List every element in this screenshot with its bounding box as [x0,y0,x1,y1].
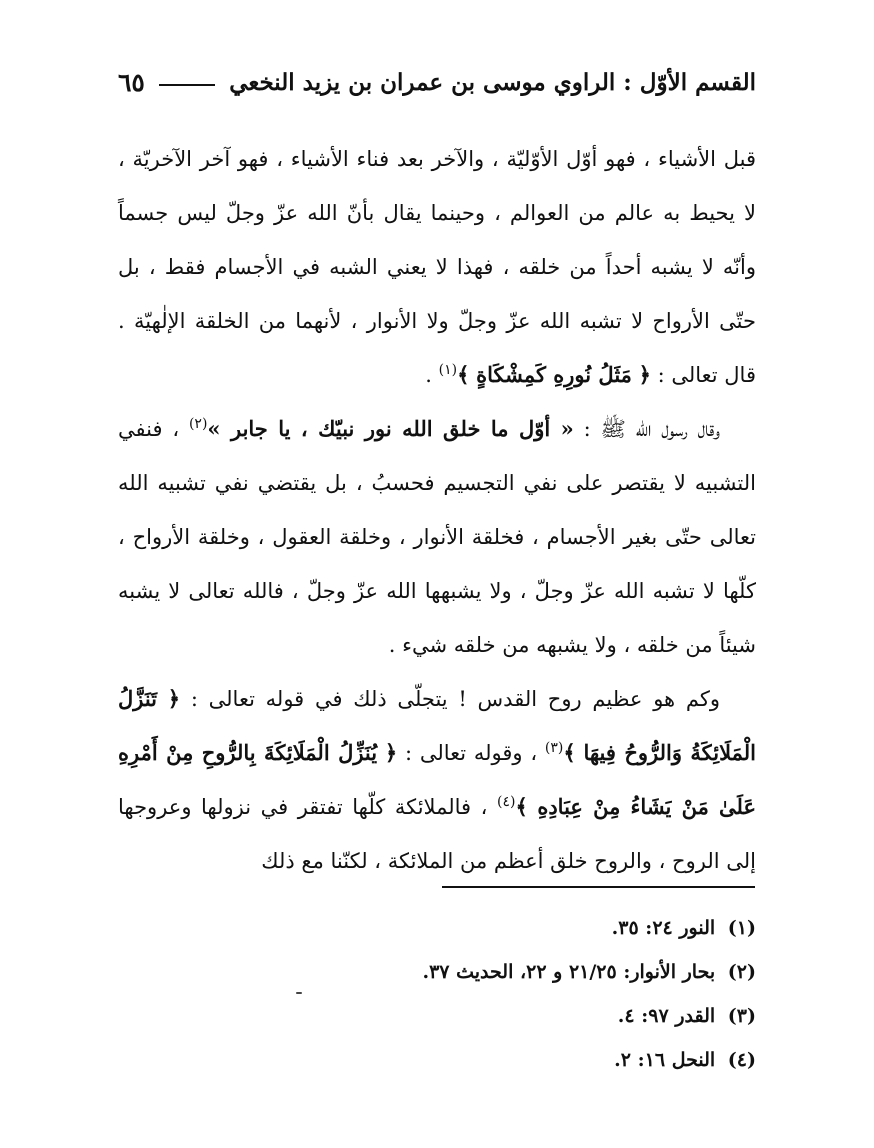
footnote-ref-2: (٢) [188,416,208,432]
quran-open-bracket: ﴿ [167,686,181,711]
footnote-number: (١) [727,917,756,939]
footnote-2 [156,950,756,994]
footnote-3 [156,994,756,1038]
footnote-text: النحل ١٦: ٢. [614,1049,716,1071]
header-rule [159,84,215,86]
paragraph-end: . [425,363,439,387]
paragraph-text: ، وقوله تعالى : [397,741,538,765]
paragraph-text: قبل الأشياء ، فهو أوّل الأوّليّة ، والآخر بعد فناء الأشياء ، فهو آخر الآخريّة ، لا يحيط به عالم من العوالم ، وحينما يقال بأنّ الله عزّ وجلّ ليس جسماً وأنّه لا يشبه أحداً من خلقه ، فهذا لا يعني الشبه في الأجسام فقط ، بل حتّى الأرواح لا تشبه الله عزّ وجلّ ولا الأنوار ، لأنهما من الخلقة الإلٰهيّة . قال تعالى : [118,147,756,387]
running-title: القسم الأوّل : الراوي موسى بن عمران بن يزيد النخعي [229,68,756,96]
footnote-text: القدر ٩٧: ٤. [617,1005,716,1027]
paragraph-3 [118,672,756,888]
footnote-1 [156,906,756,950]
quran-close-bracket: ﴾ [457,362,470,387]
paragraph-1 [118,132,756,402]
hadith-quote: « أوّل ما خلق الله نور نبيّك ، يا جابر » [207,416,574,441]
quran-open-bracket: ﴿ [384,740,398,765]
paragraph-2 [118,402,756,672]
footnote-ref-4: (٤) [496,794,516,810]
quran-open-bracket: ﴿ [638,362,651,387]
footnote-text: بحار الأنوار: ٢١/٢٥ و ٢٢، الحديث ٣٧. [422,961,716,983]
paragraph-text: وقال رسول الله ﷺ : [573,417,720,441]
footnote-number: (٤) [727,1049,756,1071]
footnote-ref-1: (١) [438,362,458,378]
footnote-ref-3: (٣) [544,740,564,756]
paragraph-text: وكم هو عظيم روح القدس ! يتجلّى ذلك في قوله تعالى : [180,687,720,711]
quran-close-bracket: ﴾ [515,794,528,819]
scan-speck [296,992,302,994]
quran-quote: مَثَلُ نُورِهِ كَمِشْكَاةٍ [476,362,632,387]
quran-close-bracket: ﴾ [563,740,576,765]
page-header [118,60,756,104]
body-text [118,132,756,888]
paragraph-text: ، فنفي التشبيه لا يقتصر على نفي التجسيم فحسبُ ، بل يقتضي نفي تشبيه الله تعالى حتّى بغير الأجسام ، فخلقة الأنوار ، وخلقة العقول ، وخلقة الأرواح ، كلّها لا تشبه الله عزّ وجلّ ، ولا يشبهها الله عزّ وجلّ ، فالله تعالى لا يشبه شيئاً من خلقه ، ولا يشبهه من خلقه شيء . [118,417,756,657]
page-number: ٦٥ [118,67,145,97]
footnotes [156,906,756,1082]
footnote-4 [156,1038,756,1082]
footnote-text: النور ٢٤: ٣٥. [611,917,716,939]
footnote-separator [442,886,755,888]
quran-quote: يُنَزِّلُ الْمَلَائِكَةَ بِالرُّوحِ مِنْ أَمْرِهِ عَلَىٰ مَنْ يَشَاءُ مِنْ عِبَادِهِ [118,740,756,819]
quran-quote: تَنَزَّلُ الْمَلَائِكَةُ وَالرُّوحُ فِيهَا [118,686,756,765]
footnote-number: (٢) [727,961,756,983]
paragraph-text: ، فالملائكة كلّها تفتقر في نزولها وعروجها إلى الروح ، والروح خلق أعظم من الملائكة ، لكنّنا مع ذلك [118,795,756,873]
footnote-number: (٣) [727,1005,756,1027]
